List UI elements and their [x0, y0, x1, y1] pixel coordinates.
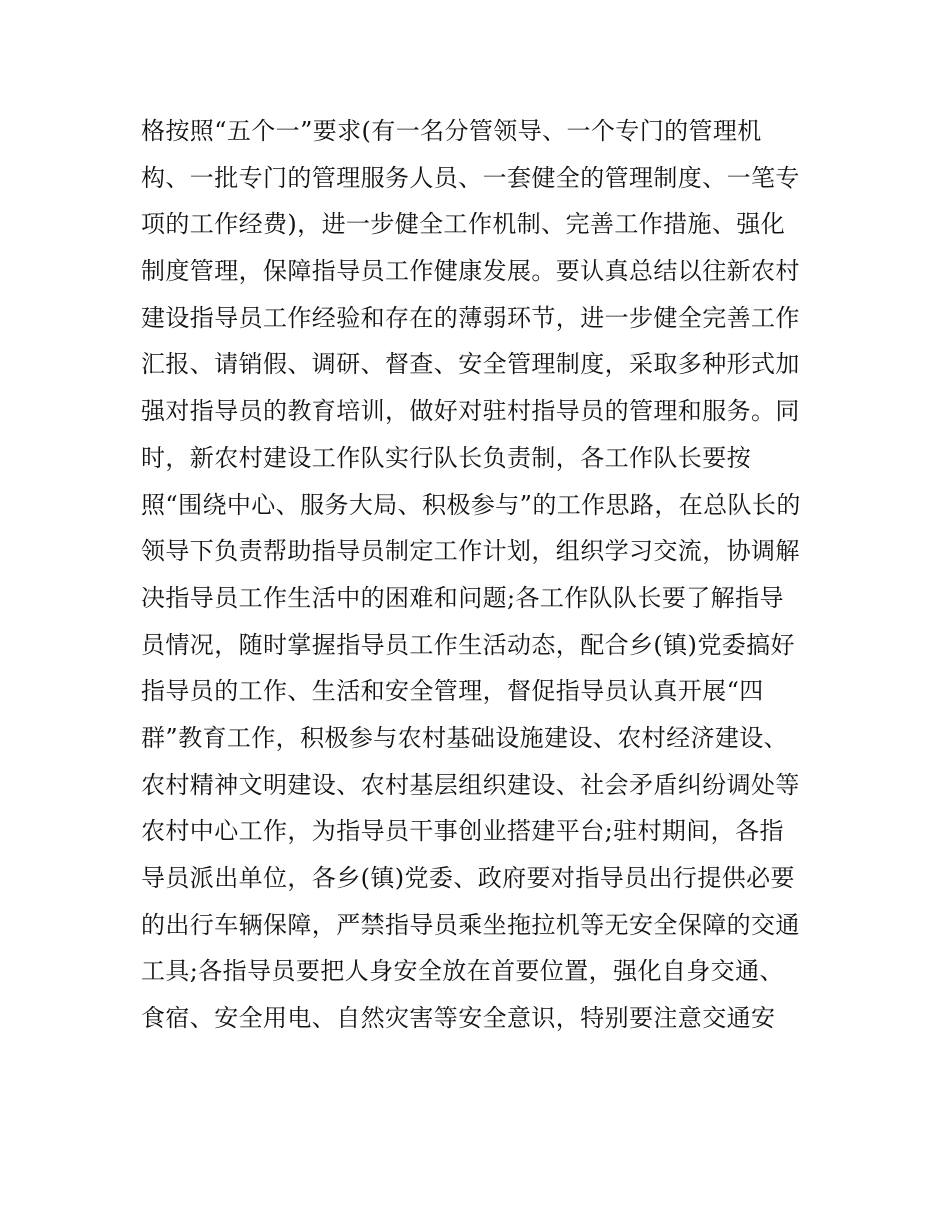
text-line: 领导下负责帮助指导员制定工作计划，组织学习交流，协调解 — [141, 537, 800, 566]
text-line: 制度管理，保障指导员工作健康发展。要认真总结以往新农村 — [141, 257, 800, 286]
text-line: 决指导员工作生活中的困难和问题;各工作队队长要了解指导 — [141, 583, 784, 612]
body-text — [141, 108, 821, 1042]
text-line: 汇报、请销假、调研、督查、安全管理制度，采取多种形式加 — [141, 350, 800, 379]
text-line: 导员派出单位，各乡(镇)党委、政府要对指导员出行提供必要 — [141, 864, 795, 892]
text-line: 农村中心工作，为指导员干事创业搭建平台;驻村期间，各指 — [141, 817, 784, 846]
text-line: 构、一批专门的管理服务人员、一套健全的管理制度、一笔专 — [141, 163, 800, 192]
text-line: 强对指导员的教育培训，做好对驻村指导员的管理和服务。同 — [141, 397, 800, 426]
text-line: 食宿、安全用电、自然灾害等安全意识，特别要注意交通安 — [141, 1004, 776, 1033]
text-line: 群”教育工作，积极参与农村基础设施建设、农村经济建设、 — [141, 723, 789, 752]
text-line: 农村精神文明建设、农村基层组织建设、社会矛盾纠纷调处等 — [141, 770, 800, 799]
text-line: 项的工作经费)，进一步健全工作机制、完善工作措施、强化 — [141, 210, 786, 239]
text-line: 员情况，随时掌握指导员工作生活动态，配合乡(镇)党委搞好 — [141, 630, 795, 659]
text-line: 格按照“五个一”要求(有一名分管领导、一个专门的管理机 — [141, 117, 762, 145]
text-line: 的出行车辆保障，严禁指导员乘坐拖拉机等无安全保障的交通 — [141, 910, 800, 939]
text-line: 时，新农村建设工作队实行队长负责制，各工作队长要按 — [141, 443, 751, 472]
text-line: 工具;各指导员要把人身安全放在首要位置，强化自身交通、 — [141, 957, 784, 986]
text-line: 照“围绕中心、服务大局、积极参与”的工作思路，在总队长的 — [141, 490, 801, 519]
text-line: 建设指导员工作经验和存在的薄弱环节，进一步健全完善工作 — [141, 303, 800, 332]
text-line: 指导员的工作、生活和安全管理，督促指导员认真开展“四 — [141, 677, 764, 706]
